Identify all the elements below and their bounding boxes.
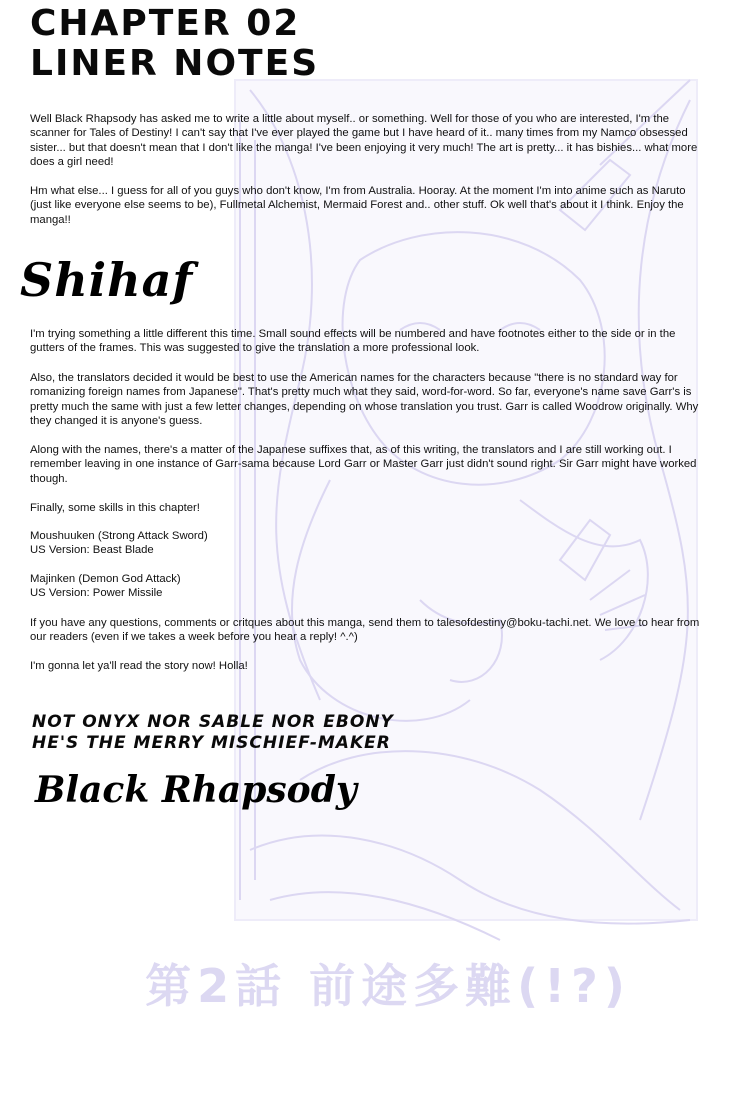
note-paragraph-suffixes: Along with the names, there's a matter of the Japanese suffixes that, as of this writing, the translators and I are still working out. I remember leaving in one instance of Garr-sama because Lord Garr or Master Garr just didn't sound right. Sir Garr might have worked though. <box>30 444 697 485</box>
closing-paragraph: I'm gonna let ya'll read the story now! Holla! <box>30 660 248 672</box>
note-paragraph-sound-effects: I'm trying something a little different this time. Small sound effects will be numbered and have footnotes either to the side or in the gutters of the frames. This was suggested to give the translation a more professional look. <box>30 328 676 355</box>
intro-paragraph-2: Hm what else... I guess for all of you guys who don't know, I'm from Australia. Hooray. At the moment I'm into anime such as Naruto (just like everyone else seems to be), Fullmetal Alchemist, Mermaid Forest and.. other stuff. Ok well that's about it I think. Enjoy the manga!! <box>30 185 686 226</box>
tagline <box>32 712 394 754</box>
skill-name: Moushuuken (Strong Attack Sword) <box>30 530 208 542</box>
note-paragraph-skills-intro: Finally, some skills in this chapter! <box>30 502 200 514</box>
liner-notes-label: LINER NOTES <box>30 43 320 84</box>
page-title <box>30 4 319 84</box>
skill-entry-2 <box>30 572 702 601</box>
skill-entry-1 <box>30 529 702 558</box>
skill-us-version: US Version: Beast Blade <box>30 544 154 557</box>
skill-us-version: US Version: Power Missile <box>30 587 163 600</box>
skill-name: Majinken (Demon God Attack) <box>30 573 181 585</box>
tagline-line-2: HE'S THE MERRY MISCHIEF-MAKER <box>32 733 391 753</box>
contact-paragraph: If you have any questions, comments or critques about this manga, send them to talesofdestiny@boku-tachi.net. We love to hear from our readers (even if we takes a week before you hear a reply! ^.^) <box>30 617 700 644</box>
tagline-line-1: NOT ONYX NOR SABLE NOR EBONY <box>32 712 394 732</box>
signature-shihaf: Shihaf <box>20 253 194 307</box>
signature-black-rhapsody: Black Rhapsody <box>35 769 357 811</box>
chapter-title-japanese: 第2話 前途多難(!?) <box>145 959 631 1013</box>
chapter-number: CHAPTER 02 <box>30 3 301 44</box>
intro-paragraph-1: Well Black Rhapsody has asked me to write a little about myself.. or something. Well for those of you who are interested, I'm the scanner for Tales of Destiny! I can't say that I've ever played the game but I have heard of it.. many times from my Namco obsessed sister... but that doesn't mean that I don't like the manga! I've been enjoying it very much! The art is pretty... it has bishies... what more does a girl need! <box>30 113 698 169</box>
note-paragraph-names: Also, the translators decided it would be best to use the American names for the characters because "there is no standard way for romanizing foreign names from Japanese". That's pretty much what they said, word-for-word. So far, everyone's name save Garr's is pretty much the same with just a few letter changes, depending on whose translation you trust. Garr is called Woodrow originally. Why they changed it is anyone's guess. <box>30 372 699 428</box>
